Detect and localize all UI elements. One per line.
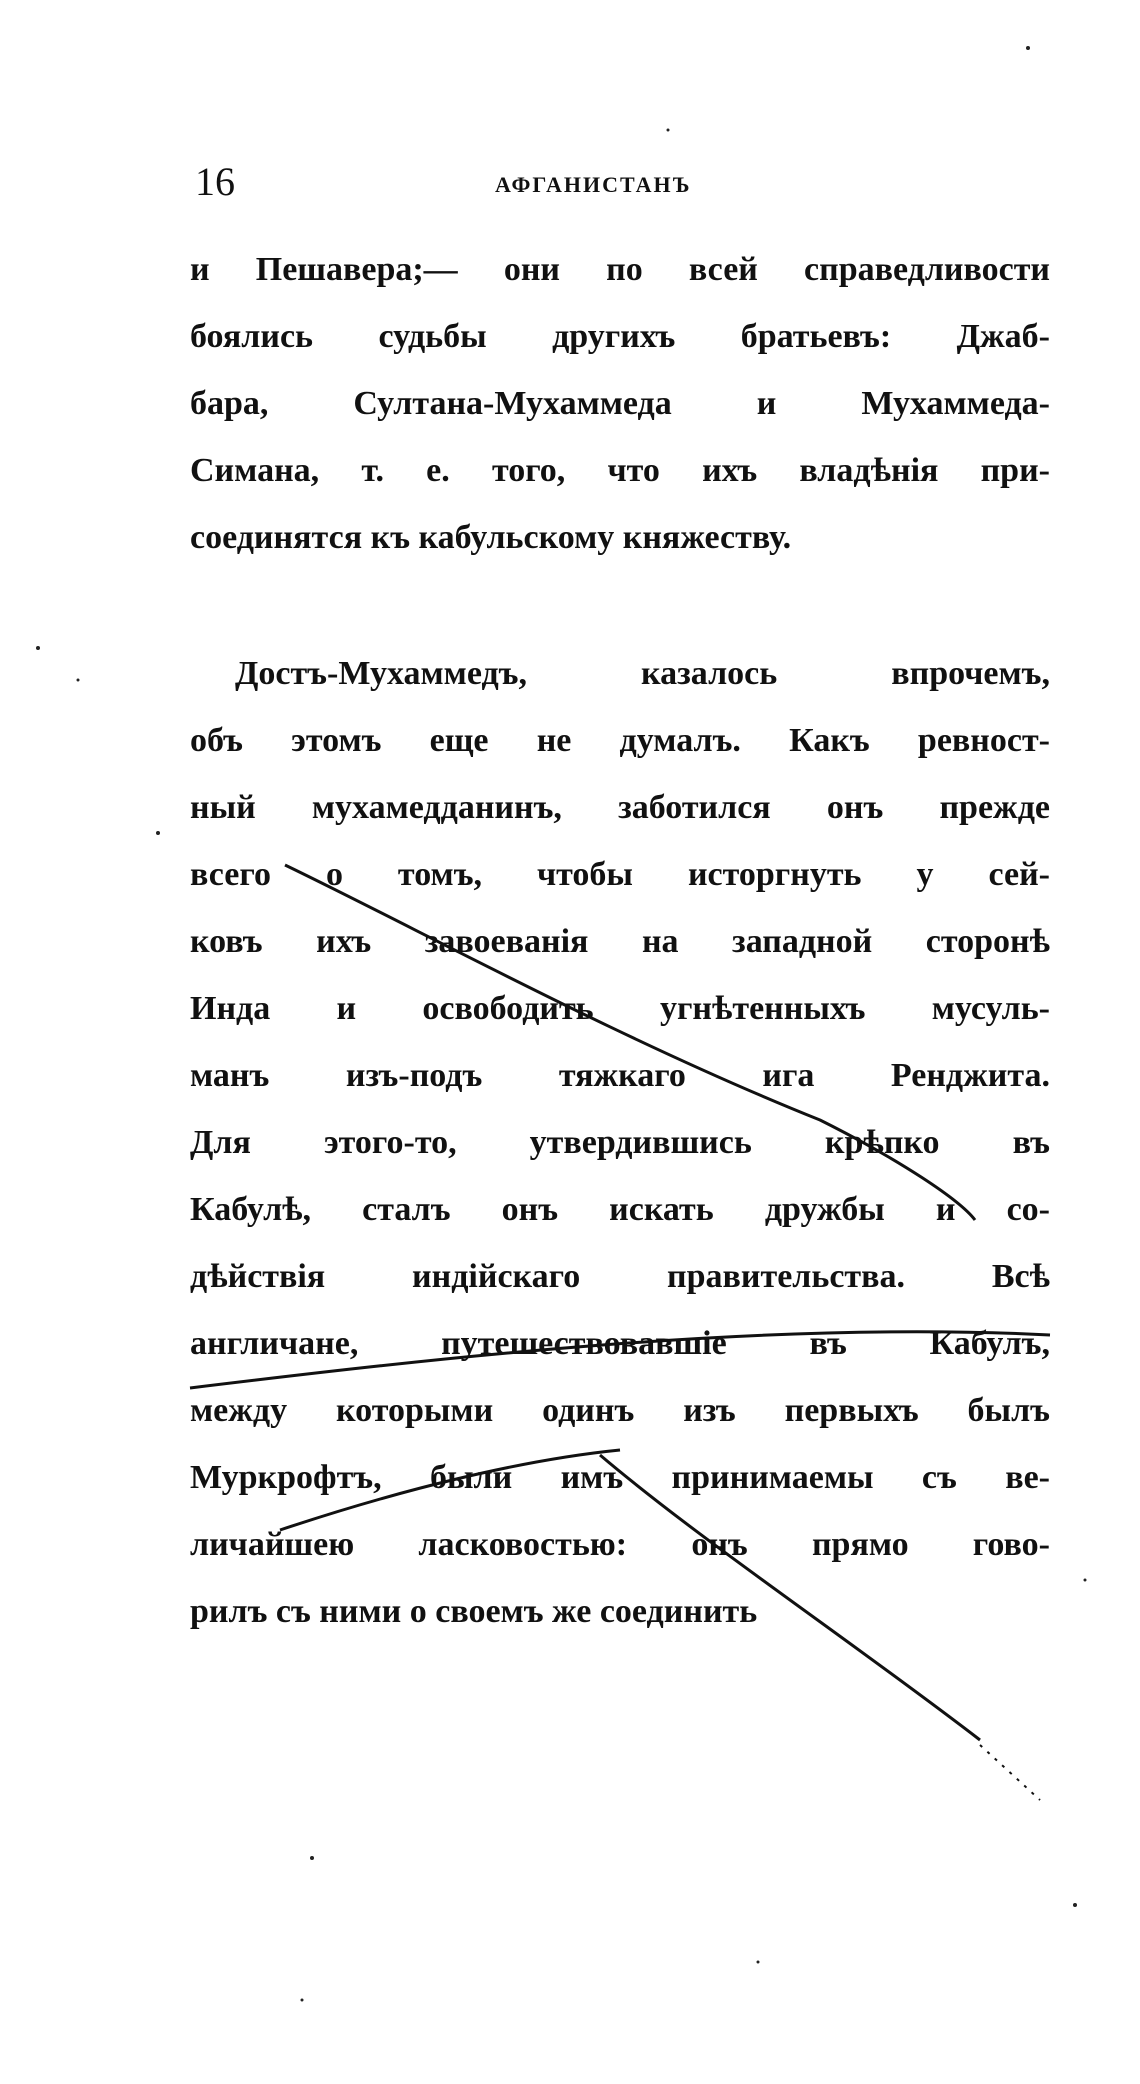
text-line: Для этого-то, утвердившись крѣпко въ	[190, 1124, 1050, 1161]
speck	[1084, 1579, 1087, 1582]
text-line: Инда и освободить угнѣтенныхъ мусуль-	[190, 990, 1050, 1027]
page-header	[195, 158, 955, 208]
text-line: и Пешавера;— они по всей справедливости	[190, 251, 1050, 288]
speck	[667, 129, 670, 132]
speck	[301, 1999, 304, 2002]
text-line: бара, Султана-Мухаммеда и Мухаммеда-	[190, 385, 1050, 422]
paragraph-2	[190, 640, 1050, 1645]
text-line: соединятся къ кабульскому княжеству.	[190, 519, 792, 556]
text-line: ковъ ихъ завоеванія на западной сторонѣ	[190, 923, 1050, 960]
running-title: АФГАНИСТАНЪ	[495, 172, 692, 197]
paragraph-1	[190, 236, 1050, 571]
text-line: англичане, путешествовавшіе въ Кабулъ,	[190, 1325, 1050, 1362]
page-number: 16	[195, 159, 235, 204]
speck	[156, 831, 160, 835]
text-line: рилъ съ ними о своемъ же соединить	[190, 1593, 758, 1630]
text-line: боялись судьбы другихъ братьевъ: Джаб-	[190, 318, 1050, 355]
speck	[1073, 1903, 1077, 1907]
text-line: Кабулѣ, сталъ онъ искать дружбы и со-	[190, 1191, 1050, 1228]
text-line: объ этомъ еще не думалъ. Какъ ревност-	[190, 722, 1050, 759]
text-line: Симана, т. е. того, что ихъ владѣнія при-	[190, 452, 1050, 489]
speck	[310, 1856, 314, 1860]
speck	[77, 679, 80, 682]
text-line: всего о томъ, чтобы исторгнуть у сей-	[190, 856, 1050, 893]
text-line: дѣйствія индійскаго правительства. Всѣ	[190, 1258, 1050, 1295]
text-line: Достъ-Мухаммедъ, казалось впрочемъ,	[235, 655, 1050, 692]
speck	[36, 646, 40, 650]
text-line: Муркрофтъ, были имъ принимаемы съ ве-	[190, 1459, 1050, 1496]
text-line: между которыми одинъ изъ первыхъ былъ	[190, 1392, 1050, 1429]
text-line: ный мухамедданинъ, заботился онъ прежде	[190, 789, 1050, 826]
speck	[757, 1961, 760, 1964]
speck	[1026, 46, 1030, 50]
text-line: личайшею ласковостью: онъ прямо гово-	[190, 1526, 1050, 1563]
ink-dotted-trail	[980, 1745, 1040, 1800]
text-line: манъ изъ-подъ тяжкаго ига Ренджита.	[190, 1057, 1050, 1094]
